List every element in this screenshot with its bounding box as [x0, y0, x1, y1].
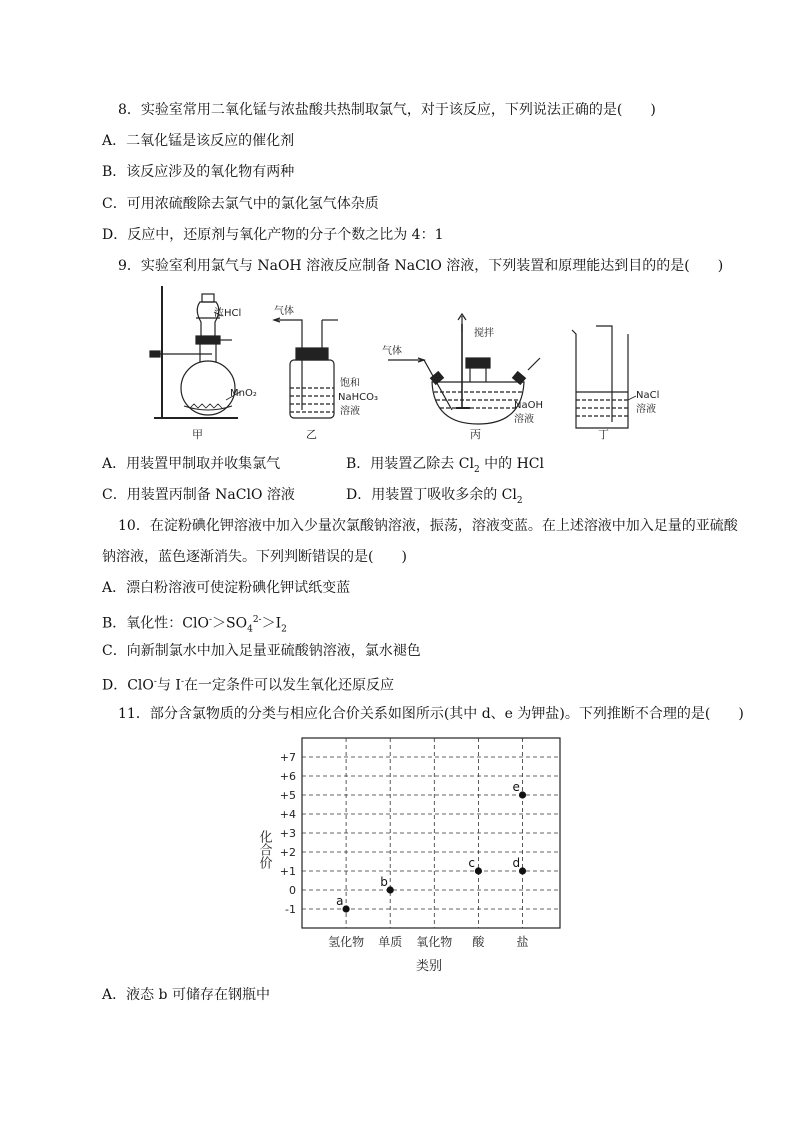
- bing-solution-line1: NaOH: [514, 400, 543, 411]
- yi-solution-line2: NaHCO₃: [338, 392, 378, 403]
- point-a: [343, 905, 350, 912]
- yi-solution-line1: 饱和: [340, 378, 360, 389]
- jia-conc-hcl-label: 浓HCl: [214, 308, 242, 319]
- apparatus-ding: [572, 326, 636, 428]
- bing-label: 丙: [470, 428, 481, 441]
- q9-option-b: [346, 454, 544, 480]
- chart-ticks: [280, 751, 529, 949]
- q8-option-c: C．可用浓硫酸除去氯气中的氯化氢气体杂质: [102, 196, 379, 212]
- jia-mno2-label: MnO₂: [230, 388, 257, 399]
- q9-option-a: A．用装置甲制取并收集氯气: [102, 456, 281, 472]
- jia-label: 甲: [192, 428, 203, 441]
- y-tick-label: +5: [279, 789, 296, 802]
- x-tick-label: 酸: [472, 935, 485, 949]
- q10-option-a: A．漂白粉溶液可使淀粉碘化钾试纸变蓝: [102, 580, 351, 596]
- y-tick-label: +4: [279, 808, 296, 821]
- point-label-a: a: [336, 894, 344, 908]
- q9-option-c: C．用装置丙制备 NaClO 溶液: [102, 487, 295, 503]
- q10-b-sup2: 2-: [252, 615, 262, 625]
- x-tick-label: 氢化物: [328, 935, 365, 949]
- x-tick-label: 单质: [378, 935, 403, 949]
- x-tick-label: 氧化物: [416, 935, 453, 949]
- apparatus-jia: [150, 286, 240, 418]
- q8-option-d: D．反应中，还原剂与氧化产物的分子个数之比为 4：1: [102, 227, 444, 243]
- point-label-e: e: [512, 780, 520, 794]
- q10-stem-line2: 钠溶液，蓝色逐渐消失。下列判断错误的是( ): [102, 549, 407, 565]
- point-e: [519, 791, 526, 798]
- y-tick-label: +1: [279, 865, 296, 878]
- q11-valence-chart: [250, 730, 570, 980]
- chart-points: [336, 780, 526, 913]
- y-tick-label: +7: [279, 751, 296, 764]
- q10-option-b: [102, 610, 287, 639]
- ding-label: 丁: [598, 428, 609, 441]
- chart-xlabel: 类别: [416, 959, 443, 974]
- y-tick-label: 0: [289, 884, 296, 897]
- q9-stem: 9．实验室利用氯气与 NaOH 溶液反应制备 NaClO 溶液，下列装置和原理能达到目的的是( ): [118, 258, 724, 274]
- q8-stem: 8．实验室常用二氧化锰与浓盐酸共热制取氯气，对于该反应，下列说法正确的是( ): [118, 102, 656, 118]
- y-tick-label: +6: [279, 770, 296, 783]
- chart-ylabel: 化合价: [256, 830, 272, 869]
- q10-b-pre: B．氧化性：ClO: [102, 615, 209, 632]
- q10-b-mid: ＞SO: [212, 615, 248, 632]
- q10-d-sup1: -: [153, 677, 157, 687]
- x-tick-label: 盐: [516, 935, 529, 949]
- q9-option-b-sub: 2: [473, 464, 480, 475]
- point-label-c: c: [468, 856, 476, 870]
- q11-option-a: A．液态 b 可储存在钢瓶中: [102, 987, 270, 1003]
- q9-option-d-sub: 2: [516, 495, 523, 506]
- q10-d-pre: D．ClO: [102, 677, 154, 694]
- y-tick-label: +3: [279, 827, 296, 840]
- yi-gas-label: 气体: [274, 306, 294, 317]
- yi-solution-line3: 溶液: [340, 406, 360, 417]
- bing-solution-line2: 溶液: [514, 414, 534, 425]
- q11-stem: 11．部分含氯物质的分类与相应化合价关系如图所示(其中 d、e 为钾盐)。下列推断不合理的是( ): [118, 706, 744, 722]
- ding-solution-line2: 溶液: [636, 404, 656, 415]
- point-label-b: b: [380, 875, 388, 889]
- q9-apparatus-figure: [140, 282, 700, 444]
- q10-b-sup1: -: [208, 615, 213, 625]
- ding-solution-line1: NaCl: [636, 390, 660, 401]
- y-tick-label: -1: [285, 903, 296, 916]
- q10-b-mid2: ＞I: [261, 615, 282, 632]
- apparatus-yi: [274, 318, 338, 418]
- q9-option-b-pre: B．用装置乙除去 Cl: [346, 456, 474, 472]
- q10-b-sub2: 2: [281, 624, 287, 635]
- q10-d-mid: 与 I: [156, 677, 181, 694]
- q8-option-b: B．该反应涉及的氧化物有两种: [102, 164, 295, 180]
- y-tick-label: +2: [279, 846, 296, 859]
- q8-option-a: A．二氧化锰是该反应的催化剂: [102, 133, 295, 149]
- bing-gas-label: 气体: [382, 346, 402, 357]
- q9-option-b-post: 中的 HCl: [479, 456, 544, 472]
- q9-option-d: [346, 485, 523, 511]
- point-c: [475, 867, 482, 874]
- point-label-d: d: [512, 856, 521, 870]
- q9-option-d-pre: D．用装置丁吸收多余的 Cl: [346, 487, 517, 503]
- q10-option-c: C．向新制氯水中加入足量亚硫酸钠溶液，氯水褪色: [102, 643, 421, 659]
- q10-option-d: [102, 672, 394, 696]
- q10-d-sup2: -: [180, 677, 184, 687]
- q10-d-post: 在一定条件可以发生氧化还原反应: [183, 677, 394, 694]
- q10-stem-line1: 10．在淀粉碘化钾溶液中加入少量次氯酸钠溶液，振荡，溶液变蓝。在上述溶液中加入足量的亚硫酸: [118, 518, 738, 534]
- yi-label: 乙: [306, 428, 317, 441]
- bing-stir-label: 搅拌: [474, 328, 494, 339]
- q10-b-sub: 4: [247, 624, 253, 635]
